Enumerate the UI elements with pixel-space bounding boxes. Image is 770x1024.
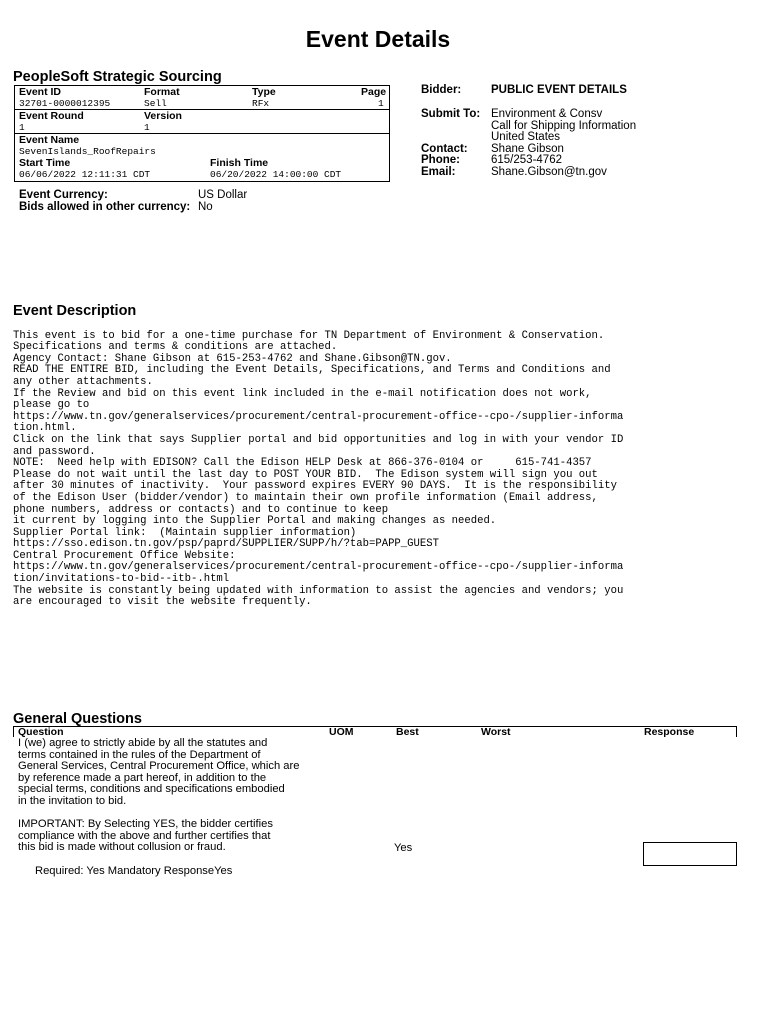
question-line: I (we) agree to strictly abide by all the statutes and — [18, 737, 268, 749]
question-line: this bid is made without collusion or fraud. — [18, 841, 226, 854]
description-line: Central Procurement Office Website: — [13, 549, 236, 562]
event-id-value: 32701-0000012395 — [19, 98, 111, 109]
currency-value: US Dollar — [198, 189, 248, 201]
description-line: Click on the link that says Supplier portal and bid opportunities and log in with your vendor ID — [13, 433, 624, 446]
org-heading: PeopleSoft Strategic Sourcing — [13, 69, 222, 85]
column-worst: Worst — [481, 726, 511, 738]
question-line: compliance with the above and further certifies that — [18, 829, 271, 842]
start-time-value: 06/06/2022 12:11:31 CDT — [19, 169, 151, 180]
description-line: Specifications and terms & conditions are attached. — [13, 341, 338, 354]
description-line: https://www.tn.gov/generalservices/procurement/central-procurement-office--cpo-/supplier-informa — [13, 410, 624, 423]
description-line: of the Edison User (bidder/vendor) to maintain their own profile information (Email address, — [13, 491, 598, 504]
event-description-text — [13, 319, 733, 620]
submit-to-label: Submit To: — [421, 108, 481, 120]
description-line: Supplier Portal link: (Maintain supplier information) — [13, 526, 357, 539]
event-round-value: 1 — [19, 122, 25, 133]
event-name-value: SevenIslands_RoofRepairs — [19, 146, 156, 157]
finish-time-label: Finish Time — [210, 157, 269, 169]
version-value: 1 — [144, 122, 150, 133]
description-line: tion.html. — [13, 422, 77, 435]
finish-time-value: 06/20/2022 14:00:00 CDT — [210, 169, 342, 180]
questions-table-header — [13, 726, 737, 737]
other-currency-value: No — [198, 201, 213, 213]
column-best: Best — [396, 726, 419, 738]
submit-to-line: Environment & Consv — [491, 108, 603, 120]
description-line: READ THE ENTIRE BID, including the Event Details, Specifications, and Terms and Conditions and — [13, 364, 611, 377]
email-value: Shane.Gibson@tn.gov — [491, 165, 607, 178]
description-line: Please do not wait until the last day to POST YOUR BID. The Edison system will sign you out — [13, 468, 598, 481]
version-label: Version — [144, 110, 182, 122]
column-question: Question — [18, 726, 64, 738]
column-response: Response — [644, 726, 695, 738]
page-title: Event Details — [305, 26, 451, 52]
format-label: Format — [144, 86, 180, 98]
phone-value: 615/253-4762 — [491, 154, 562, 166]
currency-label: Event Currency: — [19, 189, 108, 201]
question-text — [18, 738, 318, 854]
question-line: by reference made a part hereof, in addition to the — [18, 771, 267, 784]
question-line: terms contained in the rules of the Department of — [18, 748, 261, 761]
type-label: Type — [252, 86, 276, 98]
description-line: and password. — [13, 445, 96, 458]
description-line: This event is to bid for a one-time purchase for TN Department of Environment & Conservation. — [13, 329, 605, 342]
start-time-label: Start Time — [19, 157, 71, 169]
type-value: RFx — [252, 98, 270, 109]
description-line: phone numbers, address or contacts) and to continue to keep — [13, 503, 389, 516]
question-line: in the invitation to bid. — [18, 794, 127, 807]
description-line: please go to — [13, 399, 90, 412]
event-info-box — [14, 85, 390, 182]
email-label: Email: — [421, 165, 456, 178]
description-line: tion/invitations-to-bid--itb-.html — [13, 573, 230, 586]
description-line: The website is constantly being updated with information to assist the agencies and vendors; you — [13, 584, 624, 597]
event-description-heading: Event Description — [13, 303, 137, 319]
description-line: Agency Contact: Shane Gibson at 615-253-4762 and Shane.Gibson@TN.gov. — [13, 352, 452, 365]
page-label: Page — [361, 86, 387, 98]
submit-to-line: Call for Shipping Information — [491, 119, 637, 132]
general-questions-heading: General Questions — [13, 711, 142, 727]
other-currency-label: Bids allowed in other currency: — [19, 201, 191, 213]
description-line: it current by logging into the Supplier Portal and making changes as needed. — [13, 515, 497, 528]
question-line: General Services, Central Procurement Office, which are — [18, 760, 300, 773]
contact-label: Contact: — [421, 142, 468, 155]
submit-to-line: United States — [491, 131, 561, 143]
event-id-label: Event ID — [19, 86, 62, 98]
description-line: after 30 minutes of inactivity. Your password expires EVERY 90 DAYS. It is the responsibility — [13, 480, 617, 493]
event-name-label: Event Name — [19, 134, 80, 146]
best-value: Yes — [394, 842, 413, 854]
question-line: special terms, conditions and specifications embodied — [18, 783, 285, 796]
page-value: 1 — [378, 98, 384, 109]
question-line: IMPORTANT: By Selecting YES, the bidder certifies — [18, 818, 273, 831]
description-line: NOTE: Need help with EDISON? Call the Edison HELP Desk at 866-376-0104 or 615-741-4357 — [13, 457, 592, 470]
description-line: If the Review and bid on this event link included in the e-mail notification does not work, — [13, 387, 592, 400]
response-input[interactable] — [643, 842, 737, 866]
description-line: are encouraged to visit the website frequently. — [13, 596, 312, 609]
description-line: any other attachments. — [13, 375, 153, 388]
column-uom: UOM — [329, 726, 354, 738]
required-text: Required: Yes Mandatory ResponseYes — [35, 865, 233, 877]
phone-label: Phone: — [421, 154, 460, 166]
bidder-value: PUBLIC EVENT DETAILS — [491, 84, 627, 96]
description-line: https://sso.edison.tn.gov/psp/paprd/SUPPLIER/SUPP/h/?tab=PAPP_GUEST — [13, 538, 439, 551]
format-value: Sell — [144, 98, 167, 109]
bidder-label: Bidder: — [421, 84, 462, 96]
contact-value: Shane Gibson — [491, 142, 564, 155]
description-line: https://www.tn.gov/generalservices/procurement/central-procurement-office--cpo-/supplier-informa — [13, 561, 624, 574]
event-round-label: Event Round — [19, 110, 84, 122]
